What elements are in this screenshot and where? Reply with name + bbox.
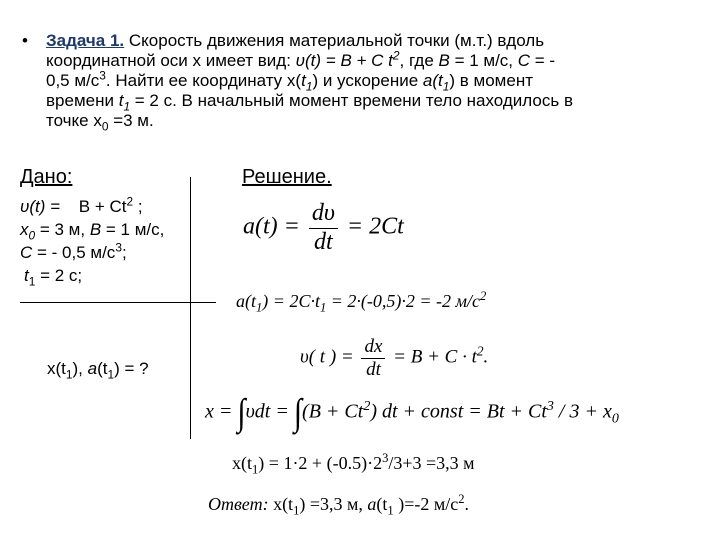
- given-c: C = - 0,5 $м/с^3$;: [20, 240, 127, 262]
- problem-title: Задача 1.: [46, 31, 125, 50]
- fraction-dv-dt: $\frac{d\upsilon}{dt}$: [309, 200, 338, 256]
- answer-line: Ответ: $x(t_1) =3,3$ м, $a(t_1$ )=-2 $м/с^2$.: [208, 492, 470, 518]
- equation-velocity: υ( t ) = $\frac{dx}{dt}$ = $B + C \cdot t^2$.: [300, 336, 489, 380]
- given-velocity: $\upsilon(t) = B + Ct^2$ ;: [20, 194, 143, 216]
- fraction-dx-dt: $\frac{dx}{dt}$: [361, 336, 385, 381]
- equation-coordinate-value: $x(t_1) = 1\cdot 2 + (-0.5)\cdot 2^3/3+3 =3,3$ м: [232, 451, 475, 477]
- problem-line-3: 0,5 $м/с^3$. Найти ее координату $x(t_1)$ и ускорение $a(t_1)$ в момент: [46, 68, 534, 94]
- bullet: •: [22, 31, 28, 50]
- problem-line-2: координатной оси х имеет вид: υ(t) = B + C $t^2$, где B = 1 м/с, C = -: [46, 48, 556, 70]
- equation-acceleration: a(t) = $\frac{d\upsilon}{dt}$ = 2Ct: [243, 200, 404, 255]
- problem-line-1: Задача 1. Скорость движения материальной точки (м.т.) вдоль: [46, 31, 545, 50]
- equation-acceleration-value: $a(t_1) = 2C\cdot t_1 = 2\cdot(-0,5)\cdot 2 = -2$ $м/с^2$: [236, 289, 487, 315]
- problem-line-4: времени $t_1 = 2$ с. В начальный момент времени тело находилось в: [46, 91, 573, 114]
- vertical-divider: [190, 177, 191, 439]
- integral-sign: ∫: [293, 391, 303, 433]
- answer-label: Ответ:: [208, 494, 269, 514]
- problem-text: [46, 31, 706, 134]
- solution-header: Решение.: [242, 166, 332, 188]
- given-header: Дано:: [20, 166, 73, 188]
- given-values: [20, 195, 164, 287]
- given-t1: $t_1 = 2$ с;: [24, 266, 83, 289]
- problem-line-5: точке $x_0 =3$ м.: [46, 111, 154, 134]
- horizontal-divider: [20, 302, 216, 303]
- equation-integral: $x = \int\upsilon dt = \int(B + Ct^2)$ dt + const = $Bt + Ct^3 / 3 + x_0$: [205, 391, 619, 433]
- given-x0-b: $x_0 = 3$ м, B = 1 м/с,: [20, 220, 165, 243]
- integral-sign: ∫: [237, 391, 246, 433]
- find-question: $x(t_1)$, $a(t_1)$ = ?: [47, 359, 149, 382]
